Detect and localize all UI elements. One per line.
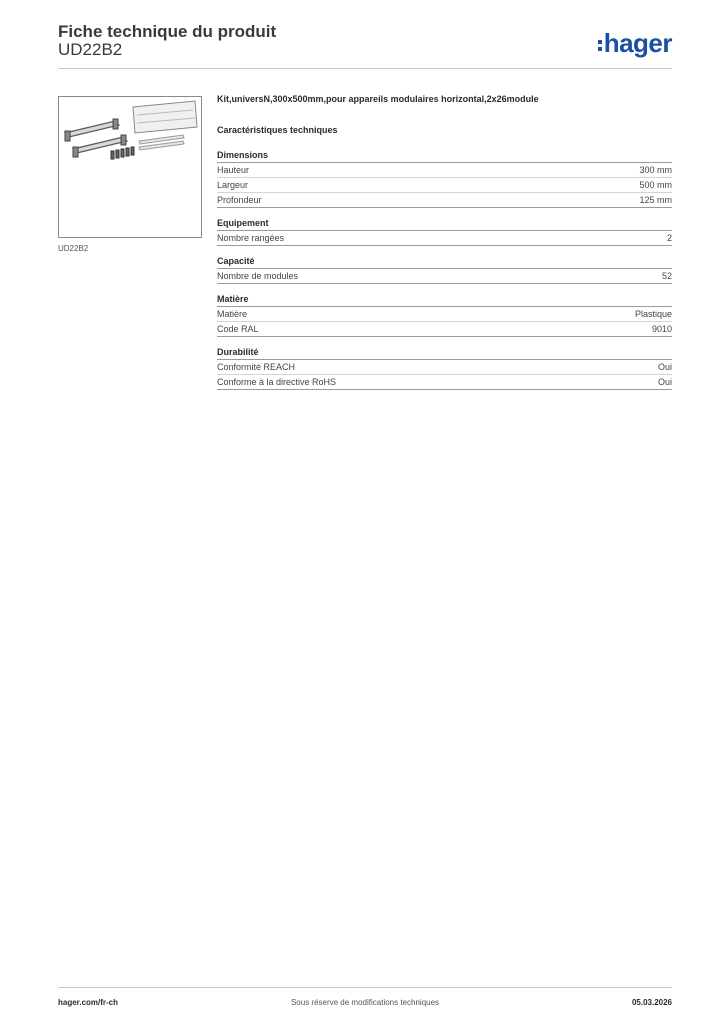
spec-row (217, 163, 672, 178)
product-reference: UD22B2 (58, 40, 123, 59)
spec-label: Hauteur (217, 165, 250, 175)
spec-section (217, 256, 672, 284)
page-header (58, 20, 672, 69)
spec-label: Nombre de modules (217, 271, 299, 281)
spec-value: 52 (661, 271, 672, 281)
spec-row (217, 178, 672, 193)
spec-row (217, 231, 672, 246)
spec-section-title: Matière (217, 294, 672, 307)
spec-row (217, 375, 672, 390)
spec-section (217, 218, 672, 246)
spec-label: Profondeur (217, 195, 262, 205)
spec-section-title: Capacité (217, 256, 672, 269)
spec-label: Code RAL (217, 324, 259, 334)
product-image (58, 96, 202, 238)
spec-label: Largeur (217, 180, 249, 190)
product-description: Kit,universN,300x500mm,pour appareils modulaires horizontal,2x26module (217, 94, 539, 104)
footer-date: 05.03.2026 (631, 998, 672, 1007)
spec-row (217, 269, 672, 284)
hager-logo (598, 28, 672, 58)
spec-value: 9010 (651, 324, 672, 334)
spec-value: Oui (657, 362, 672, 372)
footer-note: Sous réserve de modifications techniques (290, 998, 440, 1007)
spec-section-title: Dimensions (217, 150, 672, 163)
spec-section (217, 294, 672, 337)
spec-row (217, 307, 672, 322)
spec-content (217, 94, 672, 400)
specs-heading: Caractéristiques techniques (217, 125, 338, 135)
spec-value: 500 mm (639, 180, 672, 190)
spec-label: Matière (217, 309, 248, 319)
spec-value: 2 (666, 233, 672, 243)
spec-row (217, 360, 672, 375)
page-title: Fiche technique du produit (58, 22, 277, 41)
spec-row (217, 322, 672, 337)
logo-text: hager (603, 28, 672, 58)
spec-value: 300 mm (639, 165, 672, 175)
logo-dots-icon (598, 40, 602, 51)
page-footer (58, 987, 672, 1010)
spec-label: Conforme à la directive RoHS (217, 377, 337, 387)
spec-section (217, 150, 672, 208)
spec-row (217, 193, 672, 208)
spec-value: Oui (657, 377, 672, 387)
spec-label: Nombre rangées (217, 233, 285, 243)
footer-website: hager.com/fr-ch (58, 998, 119, 1007)
spec-sections (217, 150, 672, 390)
product-illustration-icon (59, 97, 201, 237)
spec-label: Conformité REACH (217, 362, 296, 372)
spec-value: 125 mm (639, 195, 672, 205)
spec-section-title: Durabilité (217, 347, 672, 360)
spec-section (217, 347, 672, 390)
image-caption: UD22B2 (58, 244, 89, 253)
spec-value: Plastique (634, 309, 672, 319)
spec-section-title: Equipement (217, 218, 672, 231)
